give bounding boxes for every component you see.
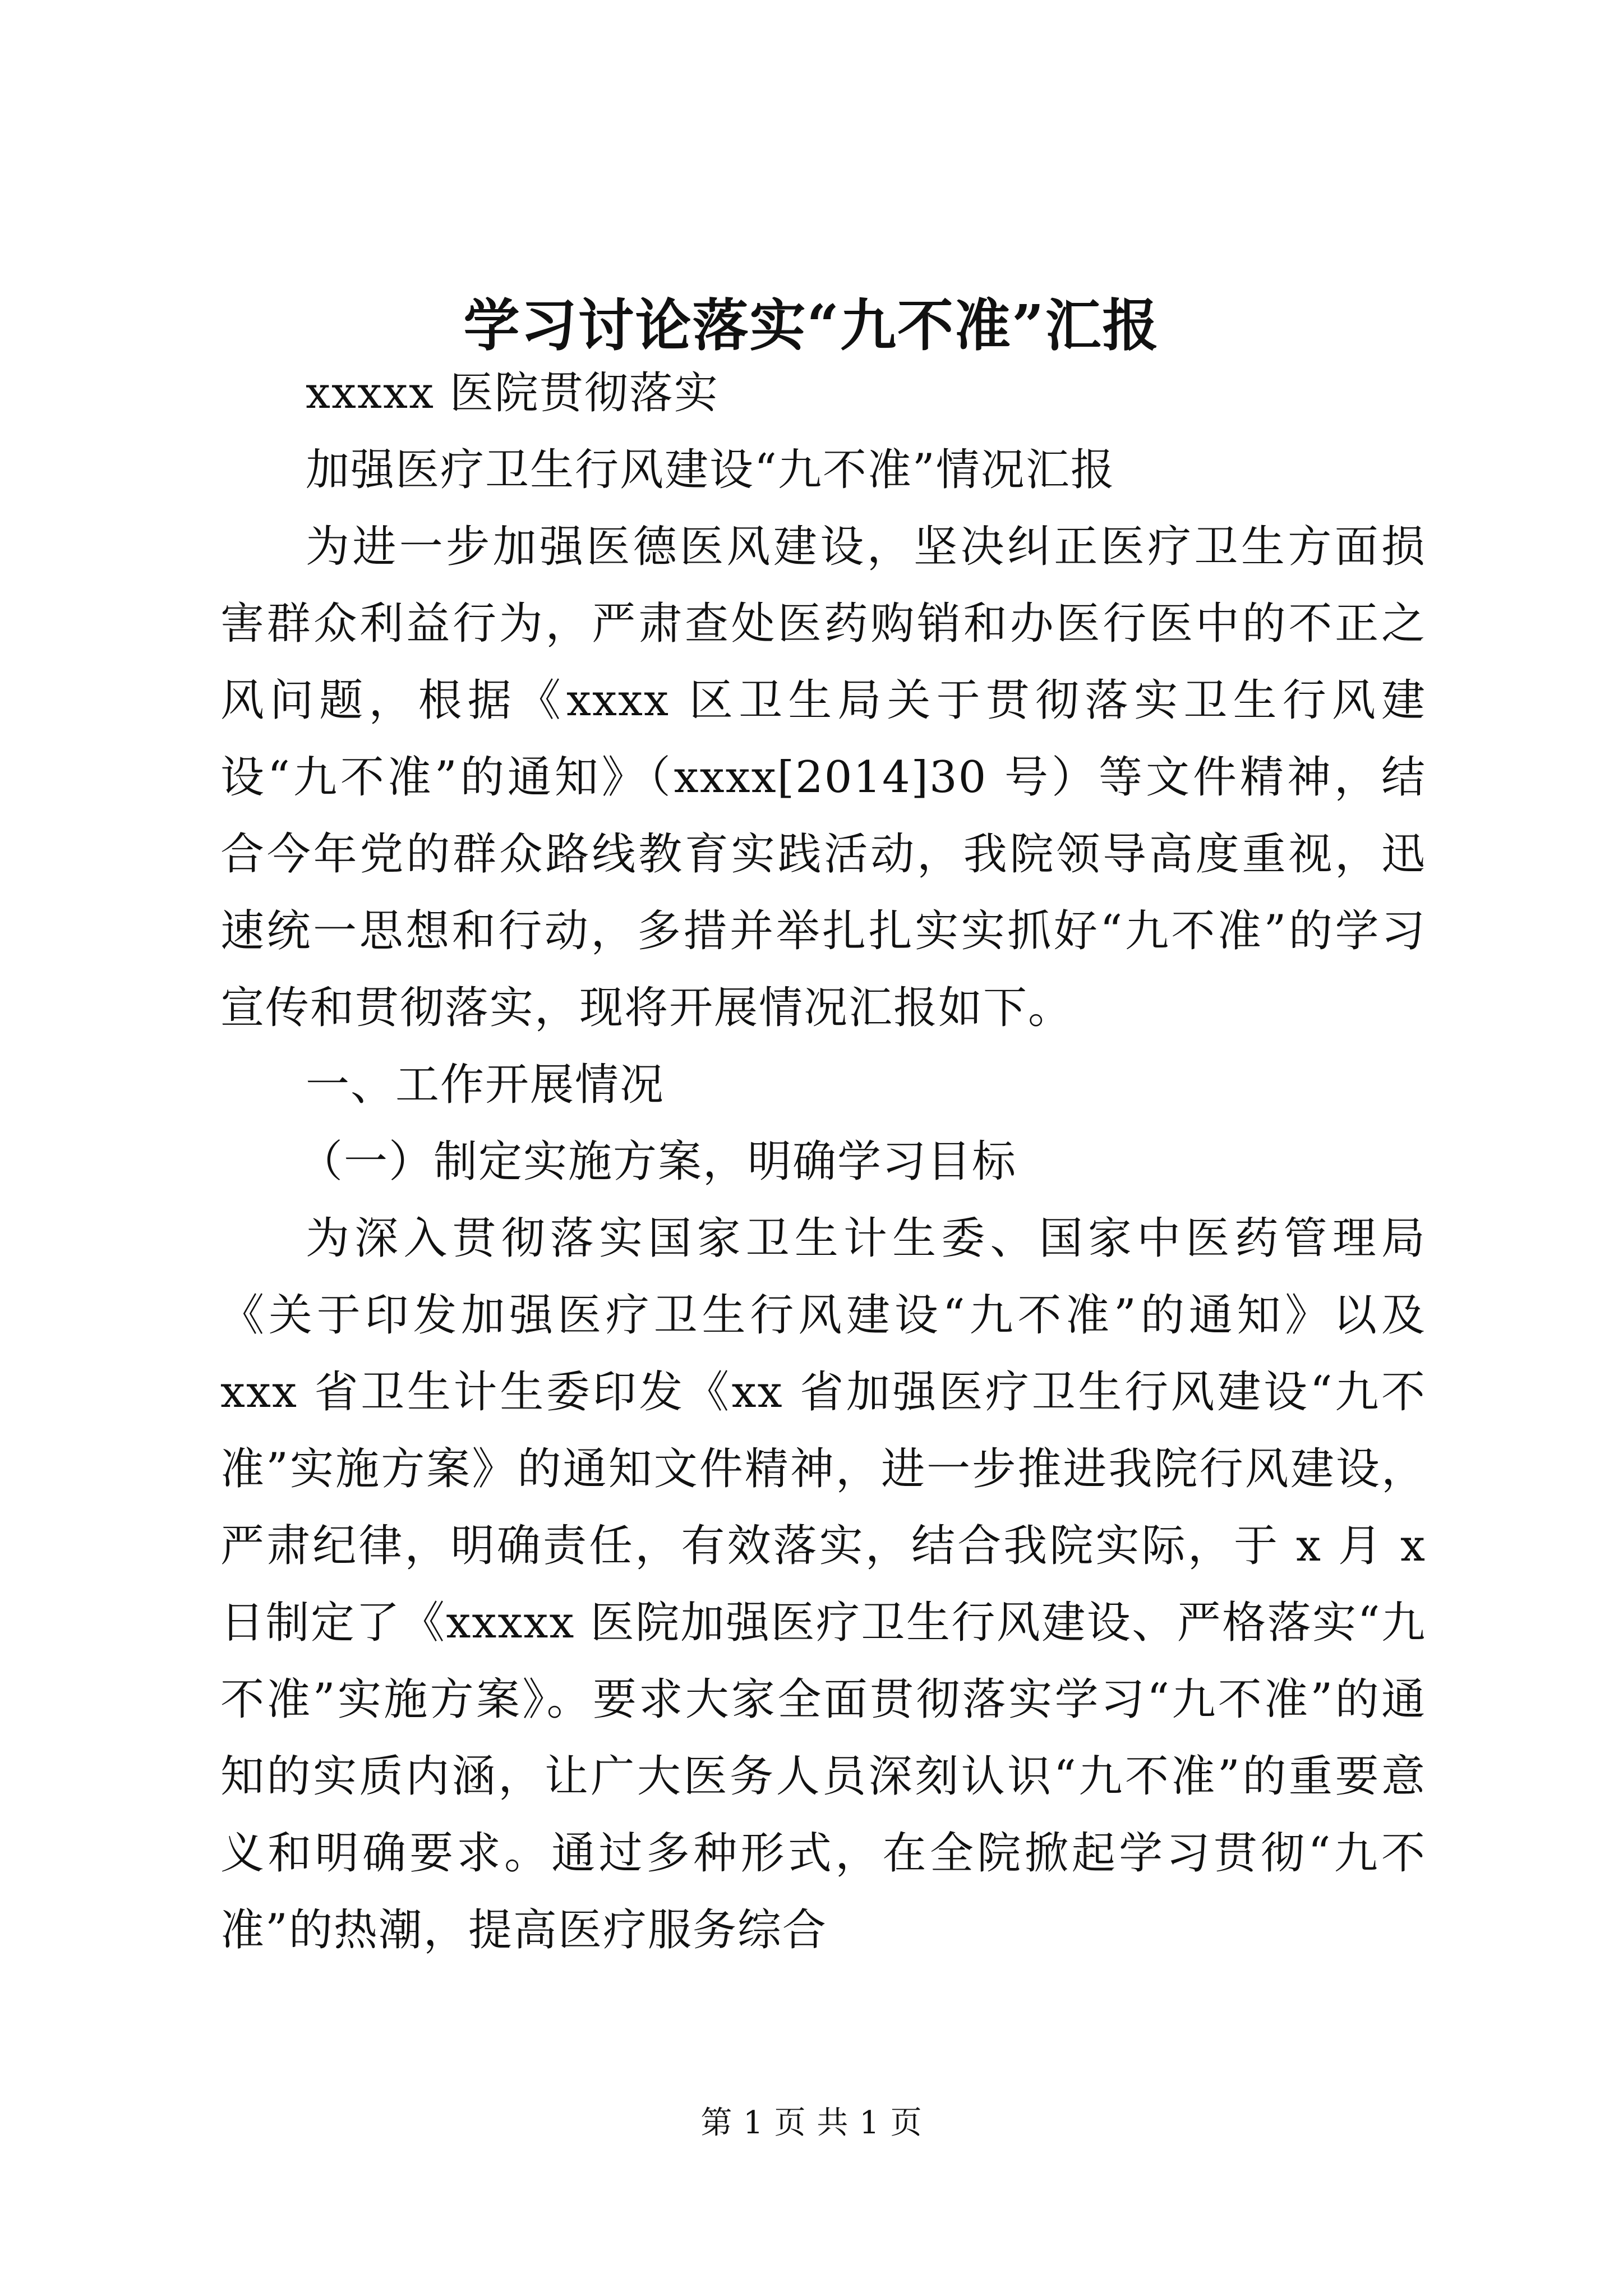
paragraph-hospital-name: xxxxx 医院贯彻落实 [306,368,719,418]
document-body [220,355,1426,1969]
paragraph-subtitle: 加强医疗卫生行风建设“九不准”情况汇报 [306,445,1115,495]
document-title: 学习讨论落实“九不准”汇报 [463,292,1160,358]
page-footer: 第 1 页 共 1 页 [700,2105,923,2141]
subsection-heading-plan: （一）制定实施方案，明确学习目标 [299,1137,1017,1187]
paragraph-introduction: 为进一步加强医德医风建设，坚决纠正医疗卫生方面损害群众利益行为，严肃查处医药购销和办医行医中的不正之风问题，根据《xxxx 区卫生局关于贯彻落实卫生行风建设“九不准”的通知》（xxxx[2014]30 号）等文件精神，结合今年党的群众路线教育实践活动，我院领导高度重视，迅速统一思想和行动，多措并举扎扎实实抓好“九不准”的学习宣传和贯彻落实，现将开展情况汇报如下。 [220,522,1426,1033]
section-heading-work-status: 一、工作开展情况 [306,1060,665,1110]
paragraph-implementation-plan: 为深入贯彻落实国家卫生计生委、国家中医药管理局《关于印发加强医疗卫生行风建设“九不准”的通知》以及 xxx 省卫生计生委印发《xx 省加强医疗卫生行风建设“九不准”实施方案》的通知文件精神，进一步推进我院行风建设，严肃纪律，明确责任，有效落实，结合我院实际，于 x 月 x 日制定了《xxxxx 医院加强医疗卫生行风建设、严格落实“九不准”实施方案》。要求大家全面贯彻落实学习“九不准”的通知的实质内涵，让广大医务人员深刻认识“九不准”的重要意义和明确要求。通过多种形式，在全院掀起学习贯彻“九不准”的热潮，提高医疗服务综合 [220,1213,1426,1955]
